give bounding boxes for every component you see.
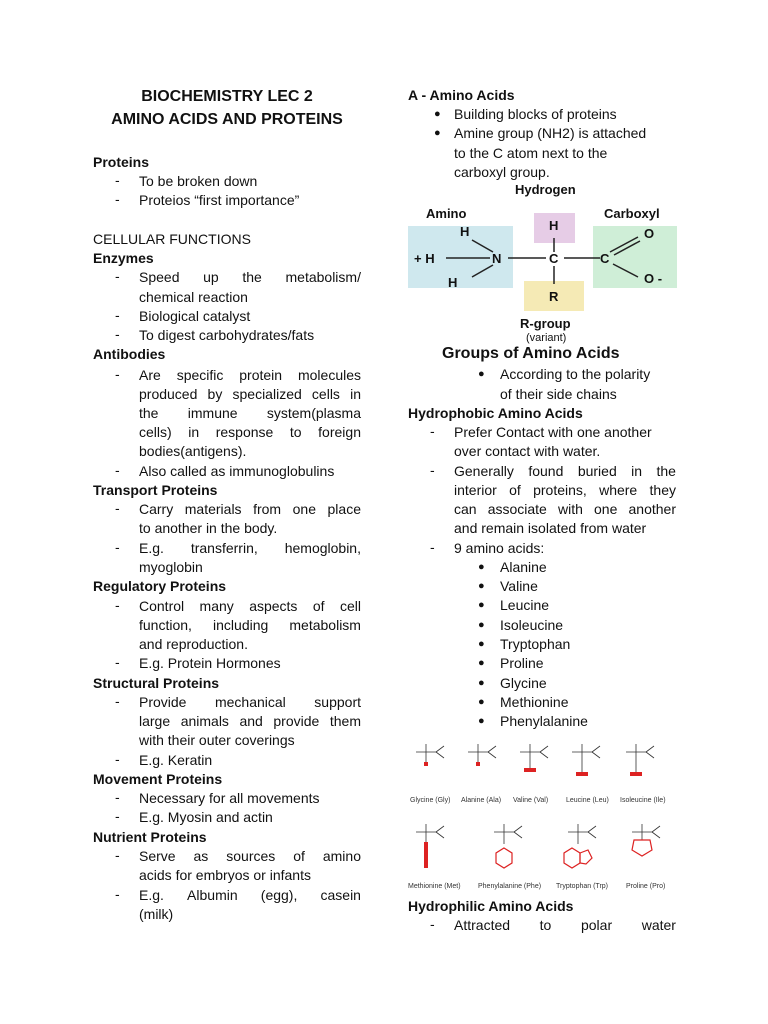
justified-line	[139, 423, 361, 442]
dash: -	[115, 597, 120, 613]
side-chain-mark	[524, 768, 536, 772]
dash: -	[115, 654, 120, 670]
amino-acid-item: Tryptophan	[500, 636, 571, 652]
word: of	[293, 848, 305, 864]
atom-o: O -	[644, 271, 663, 286]
list-item: with their outer coverings	[139, 732, 295, 748]
word: molecules	[297, 367, 361, 383]
list-item: and remain isolated from water	[454, 520, 647, 536]
word: amino	[322, 848, 361, 864]
list-item: Biological catalyst	[139, 308, 251, 324]
word: including	[213, 617, 269, 633]
structure-caption: Glycine (Gly)	[410, 797, 451, 804]
justified-line	[139, 847, 361, 866]
word: interior	[454, 482, 497, 498]
list-item: Necessary for all movements	[139, 790, 320, 806]
structure-caption: Alanine (Ala)	[461, 797, 502, 804]
word: transferrin,	[190, 540, 258, 556]
heading-proteins: Proteins	[93, 154, 150, 170]
dash: -	[430, 423, 435, 439]
word: polar	[580, 917, 613, 933]
list-item: To be broken down	[139, 173, 258, 189]
bullet: ●	[478, 368, 485, 380]
word: the	[242, 269, 262, 285]
label-r-group: R-group	[520, 316, 571, 331]
heading-antibodies: Antibodies	[93, 346, 166, 362]
structure-caption: Methionine (Met)	[408, 883, 461, 890]
list-item: Building blocks of proteins	[454, 106, 617, 122]
bullet: ●	[478, 677, 485, 689]
list-item: E.g. Protein Hormones	[139, 655, 281, 671]
structure-caption: Proline (Pro)	[626, 883, 666, 890]
heading-transport: Transport Proteins	[93, 482, 218, 498]
justified-line	[139, 404, 361, 423]
word: function,	[139, 617, 192, 633]
side-chain-mark	[630, 772, 642, 776]
justified-line	[139, 366, 361, 385]
list-item: myoglobin	[139, 559, 203, 575]
dash: -	[115, 462, 120, 478]
atom-o: O	[644, 226, 655, 241]
heading-hydrophilic: Hydrophilic Amino Acids	[408, 898, 574, 914]
heading-cellular-functions: CELLULAR FUNCTIONS	[93, 231, 251, 247]
word: hemoglobin,	[284, 540, 361, 556]
list-item: To digest carbohydrates/fats	[139, 327, 315, 343]
list-item: acids for embryos or infants	[139, 867, 311, 883]
amino-acid-item: Methionine	[500, 694, 569, 710]
amino-acid-item: Phenylalanine	[500, 713, 588, 729]
word: casein	[320, 887, 361, 903]
atom-h: H	[448, 275, 458, 290]
word: of	[312, 598, 325, 614]
word: metabolism/	[285, 269, 361, 285]
bullet: ●	[478, 561, 485, 573]
list-item: of their side chains	[500, 386, 617, 402]
atom-h: + H	[414, 251, 435, 266]
word: Generally	[454, 463, 514, 479]
justified-line	[454, 916, 676, 935]
list-item: and reproduction.	[139, 636, 248, 652]
heading-groups: Groups of Amino Acids	[442, 345, 620, 362]
justified-line	[139, 268, 361, 287]
list-item: Prefer Contact with one another	[454, 424, 652, 440]
word: one	[594, 501, 618, 517]
word: Albumin	[187, 887, 238, 903]
list-item: Amine group (NH2) is attached	[454, 125, 647, 141]
bullet: ●	[478, 619, 485, 631]
word: immune	[187, 405, 238, 421]
atom-h: H	[460, 224, 470, 239]
word: specialized	[232, 386, 302, 402]
word: Control	[139, 598, 185, 614]
word: and	[239, 713, 263, 729]
page-subtitle: AMINO ACIDS AND PROTEINS	[111, 111, 343, 128]
dash: -	[430, 462, 435, 478]
justified-line	[454, 462, 676, 481]
label-hydrogen: Hydrogen	[515, 182, 576, 197]
word: the	[656, 463, 676, 479]
justified-line	[139, 616, 361, 635]
proline-structure	[632, 824, 660, 840]
atom-h: H	[549, 218, 559, 233]
side-chain-mark	[476, 762, 480, 766]
heading-enzymes: Enzymes	[93, 250, 154, 266]
label-carboxyl: Carboxyl	[604, 206, 660, 221]
amino-acid-item: Leucine	[500, 597, 550, 613]
structure-caption: Leucine (Leu)	[566, 797, 609, 804]
list-item: E.g. Myosin and actin	[139, 809, 273, 825]
word: of	[509, 482, 521, 498]
word: Provide	[139, 694, 187, 710]
list-item: Proteios “first importance”	[139, 192, 300, 208]
word: Carry	[139, 501, 174, 517]
word: cell	[339, 598, 361, 614]
amino-acid-item: Isoleucine	[500, 617, 564, 633]
heading-hydrophobic: Hydrophobic Amino Acids	[408, 405, 583, 421]
word: found	[528, 463, 564, 479]
structure-caption: Tryptophan (Trp)	[556, 883, 608, 890]
word: proteins,	[533, 482, 587, 498]
word: (egg),	[260, 887, 298, 903]
side-chain-mark	[576, 772, 588, 776]
dash: -	[115, 307, 120, 323]
valine-structure	[520, 744, 548, 768]
word: in	[631, 463, 643, 479]
atom-n: N	[492, 251, 502, 266]
list-item: 9 amino acids:	[454, 540, 545, 556]
list-item: to the C atom next to the	[454, 145, 608, 161]
heading-structural: Structural Proteins	[93, 675, 220, 691]
justified-line	[139, 712, 361, 731]
word: many	[199, 598, 234, 614]
dash: -	[115, 268, 120, 284]
justified-line	[139, 539, 361, 558]
amino-acid-item: Alanine	[500, 559, 547, 575]
atom-c: C	[600, 251, 610, 266]
justified-line	[454, 481, 676, 500]
word: protein	[239, 367, 283, 383]
structure-caption: Valine (Val)	[513, 797, 549, 804]
word: large	[139, 713, 171, 729]
amino-acid-structure-diagram	[408, 180, 678, 345]
word: one	[292, 501, 316, 517]
justified-line	[139, 385, 361, 404]
dash: -	[115, 886, 120, 902]
word: response	[215, 424, 274, 440]
word: system(plasma	[266, 405, 361, 421]
word: metabolism	[289, 617, 361, 633]
structure-caption: Isoleucine (Ile)	[620, 797, 666, 804]
dash: -	[115, 326, 120, 342]
word: buried	[577, 463, 617, 479]
heading-nutrient: Nutrient Proteins	[93, 829, 207, 845]
word: another	[628, 501, 676, 517]
amino-acid-item: Glycine	[500, 675, 547, 691]
word: sources	[226, 848, 276, 864]
word: Serve	[139, 848, 176, 864]
word: by	[207, 386, 223, 402]
word: the	[139, 405, 159, 421]
structure-caption: Phenylalanine (Phe)	[478, 883, 542, 890]
dash: -	[115, 500, 120, 516]
word: Speed	[139, 269, 180, 285]
list-item: According to the polarity	[500, 366, 651, 382]
dash: -	[115, 693, 120, 709]
word: with	[557, 501, 583, 517]
word: as	[193, 848, 209, 864]
list-item: E.g. Keratin	[139, 752, 213, 768]
word: cells	[311, 386, 340, 402]
word: place	[327, 501, 361, 517]
word: to	[539, 917, 552, 933]
isoleucine-structure	[626, 744, 654, 772]
heading-regulatory: Regulatory Proteins	[93, 578, 227, 594]
heading-amino-acids: A - Amino Acids	[408, 87, 515, 103]
leucine-structure	[572, 744, 600, 772]
indole-ring	[580, 850, 592, 864]
word: E.g.	[139, 540, 164, 556]
word: Attracted	[454, 917, 511, 933]
list-item: Also called as immunoglobulins	[139, 463, 335, 479]
dash: -	[115, 191, 120, 207]
word: support	[314, 694, 361, 710]
dash: -	[430, 539, 435, 555]
word: them	[329, 713, 361, 729]
alanine-structure	[468, 744, 496, 762]
dash: -	[115, 789, 120, 805]
label-amino: Amino	[426, 206, 467, 221]
word: foreign	[318, 424, 361, 440]
justified-line	[454, 500, 676, 519]
bullet: ●	[478, 599, 485, 611]
word: materials	[184, 501, 242, 517]
dash: -	[115, 808, 120, 824]
side-chain-mark	[424, 842, 428, 868]
word: in	[188, 424, 200, 440]
dash: -	[430, 916, 435, 932]
word: Are	[139, 367, 161, 383]
dash: -	[115, 366, 120, 382]
hydrophobic-structures-row-2	[408, 818, 678, 880]
justified-line	[139, 597, 361, 616]
word: to	[289, 424, 302, 440]
bullet: ●	[434, 127, 441, 139]
list-item: to another in the body.	[139, 520, 278, 536]
methionine-structure	[416, 824, 444, 868]
dash: -	[115, 539, 120, 555]
word: associate	[487, 501, 547, 517]
list-item: over contact with water.	[454, 443, 601, 459]
word: animals	[180, 713, 229, 729]
atom-r: R	[549, 289, 559, 304]
phenylalanine-structure	[494, 824, 522, 844]
heading-movement: Movement Proteins	[93, 771, 223, 787]
justified-line	[139, 693, 361, 712]
justified-line	[139, 500, 361, 519]
atom-c: C	[549, 251, 559, 266]
amino-acid-item: Valine	[500, 578, 538, 594]
word: cells)	[139, 424, 172, 440]
bullet: ●	[478, 657, 485, 669]
dash: -	[115, 751, 120, 767]
dash: -	[115, 847, 120, 863]
list-item: (milk)	[139, 906, 174, 922]
word: provide	[273, 713, 320, 729]
bullet: ●	[478, 696, 485, 708]
bullet: ●	[434, 108, 441, 120]
bullet: ●	[478, 715, 485, 727]
word: in	[350, 386, 361, 402]
bullet: ●	[478, 580, 485, 592]
amino-acid-item: Proline	[500, 655, 544, 671]
word: from	[253, 501, 282, 517]
hydrophobic-structures-row-1	[408, 738, 678, 794]
glycine-structure	[416, 744, 444, 762]
justified-line	[139, 886, 361, 905]
side-chain-mark	[424, 762, 428, 766]
word: E.g.	[139, 887, 164, 903]
word: up	[203, 269, 219, 285]
benzene-ring	[496, 848, 512, 868]
indole-ring	[564, 848, 580, 868]
word: mechanical	[214, 694, 286, 710]
word: produced	[139, 386, 198, 402]
list-item: carboxyl group.	[454, 164, 550, 180]
word: aspects	[249, 598, 298, 614]
bullet: ●	[478, 638, 485, 650]
page-title: BIOCHEMISTRY LEC 2	[141, 88, 313, 105]
word: water	[641, 917, 676, 933]
list-item: bodies(antigens).	[139, 443, 247, 459]
list-item: chemical reaction	[139, 289, 248, 305]
dash: -	[115, 172, 120, 188]
tryptophan-structure	[568, 824, 596, 844]
word: where	[599, 482, 638, 498]
word: can	[454, 501, 477, 517]
pyrrolidine-ring	[632, 840, 652, 856]
word: specific	[176, 367, 224, 383]
label-variant: (variant)	[526, 332, 567, 344]
word: they	[649, 482, 676, 498]
